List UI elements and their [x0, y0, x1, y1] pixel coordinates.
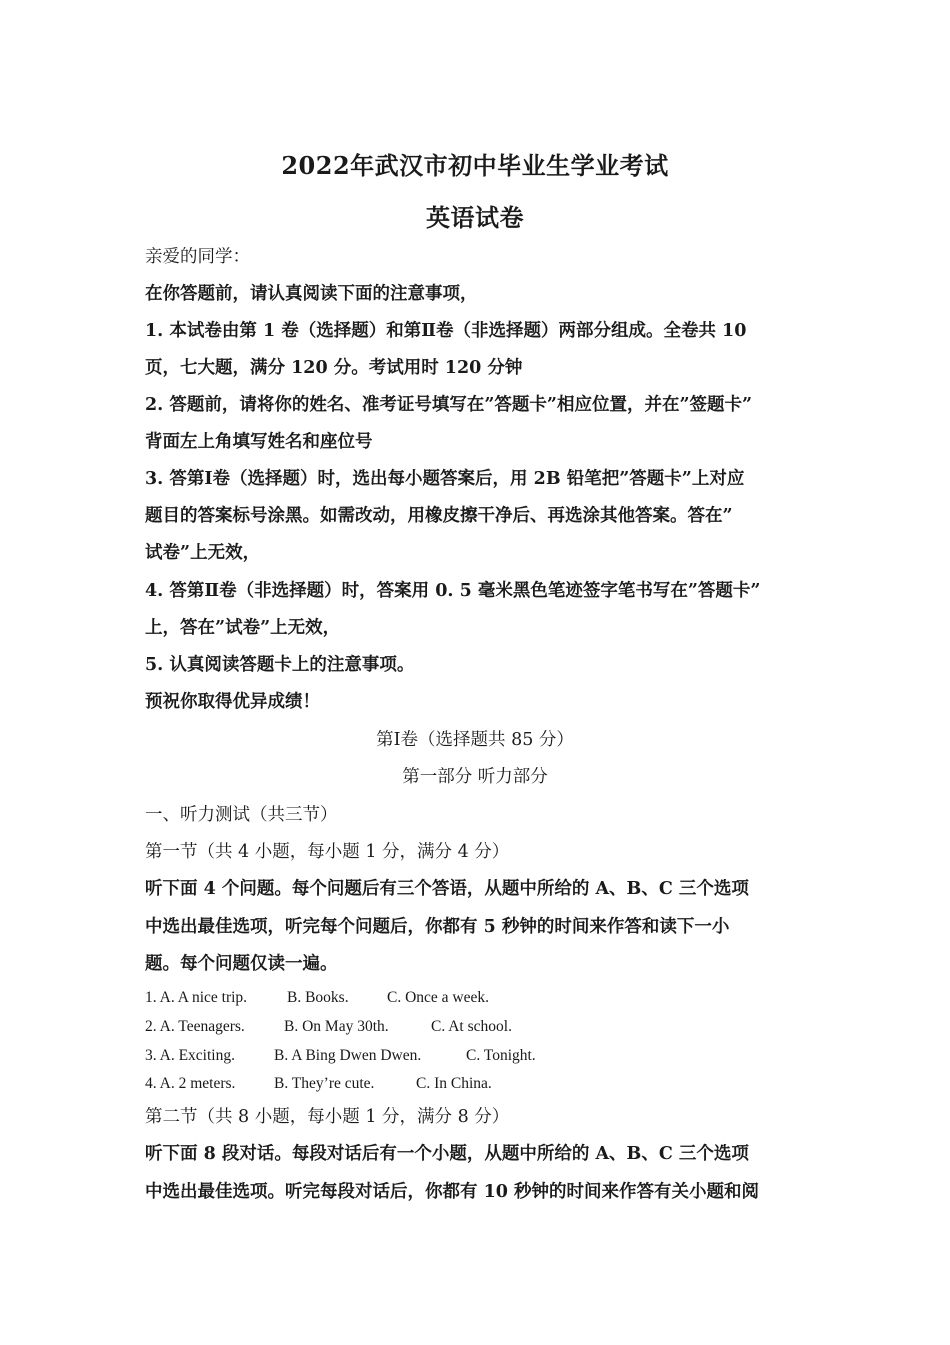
section-heading: 一、听力测试（共三节）: [145, 805, 338, 825]
option-a: 3. A. Exciting.: [145, 1047, 235, 1064]
notice-item-1-cont: 页，七大题，满分 120 分。考试用时 120 分钟: [145, 358, 523, 378]
notice-item-4-cont: 上，答在”试卷”上无效，: [145, 618, 341, 638]
notice-item-4: 4. 答第Ⅱ卷（非选择题）时，答案用 0. 5 毫米黑色笔迹签字笔书写在”答题卡”: [145, 581, 761, 601]
option-c: C. Tonight.: [466, 1047, 536, 1064]
section-1-instructions-cont: 中选出最佳选项，听完每个问题后，你都有 5 秒钟的时间来作答和读下一小: [145, 917, 730, 937]
option-b: B. They’re cute.: [274, 1075, 375, 1092]
notice-item-5: 5. 认真阅读答题卡上的注意事项。: [145, 655, 415, 675]
option-a: 4. A. 2 meters.: [145, 1075, 236, 1092]
section-2-instructions-cont: 中选出最佳选项。听完每段对话后，你都有 10 秒钟的时间来作答有关小题和阅: [145, 1182, 760, 1202]
notice-item-3-cont2: 试卷”上无效，: [145, 543, 261, 563]
option-a: 1. A. A nice trip.: [145, 989, 248, 1006]
part-title: 第一部分 听力部分: [402, 767, 548, 787]
exam-subtitle: 英语试卷: [426, 203, 524, 232]
option-b: B. A Bing Dwen Dwen.: [274, 1047, 422, 1064]
notice-item-2-cont: 背面左上角填写姓名和座位号: [145, 432, 373, 452]
notice-intro: 在你答题前，请认真阅读下面的注意事项，: [145, 284, 478, 304]
option-c: C. In China.: [416, 1075, 492, 1092]
option-b: B. On May 30th.: [284, 1018, 389, 1035]
option-a: 2. A. Teenagers.: [145, 1018, 245, 1035]
section-1-instructions: 听下面 4 个问题。每个问题后有三个答语，从题中所给的 A、B、C 三个选项: [145, 879, 749, 899]
section-2-instructions: 听下面 8 段对话。每段对话后有一个小题，从题中所给的 A、B、C 三个选项: [145, 1144, 749, 1164]
notice-item-2: 2. 答题前，请将你的姓名、准考证号填写在”答题卡”相应位置，并在”签题卡”: [145, 395, 753, 415]
option-c: C. At school.: [431, 1018, 512, 1035]
notice-item-3-cont: 题目的答案标号涂黑。如需改动，用橡皮擦干净后、再选涂其他答案。答在”: [145, 506, 733, 526]
greeting: 亲爱的同学：: [145, 247, 250, 267]
wish-text: 预祝你取得优异成绩！: [145, 692, 320, 712]
section-1-instructions-cont2: 题。每个问题仅读一遍。: [145, 954, 338, 974]
section-2-heading: 第二节（共 8 小题，每小题 1 分，满分 8 分）: [145, 1107, 510, 1127]
volume-title: 第Ⅰ卷（选择题共 85 分）: [376, 730, 574, 750]
notice-item-3: 3. 答第Ⅰ卷（选择题）时，选出每小题答案后，用 2B 铅笔把”答题卡”上对应: [145, 469, 745, 489]
section-1-heading: 第一节（共 4 小题，每小题 1 分，满分 4 分）: [145, 842, 510, 862]
exam-title: 2022年武汉市初中毕业生学业考试: [281, 151, 669, 180]
notice-item-1: 1. 本试卷由第 1 卷（选择题）和第Ⅱ卷（非选择题）两部分组成。全卷共 10: [145, 321, 747, 341]
option-b: B. Books.: [287, 989, 349, 1006]
option-c: C. Once a week.: [387, 989, 489, 1006]
